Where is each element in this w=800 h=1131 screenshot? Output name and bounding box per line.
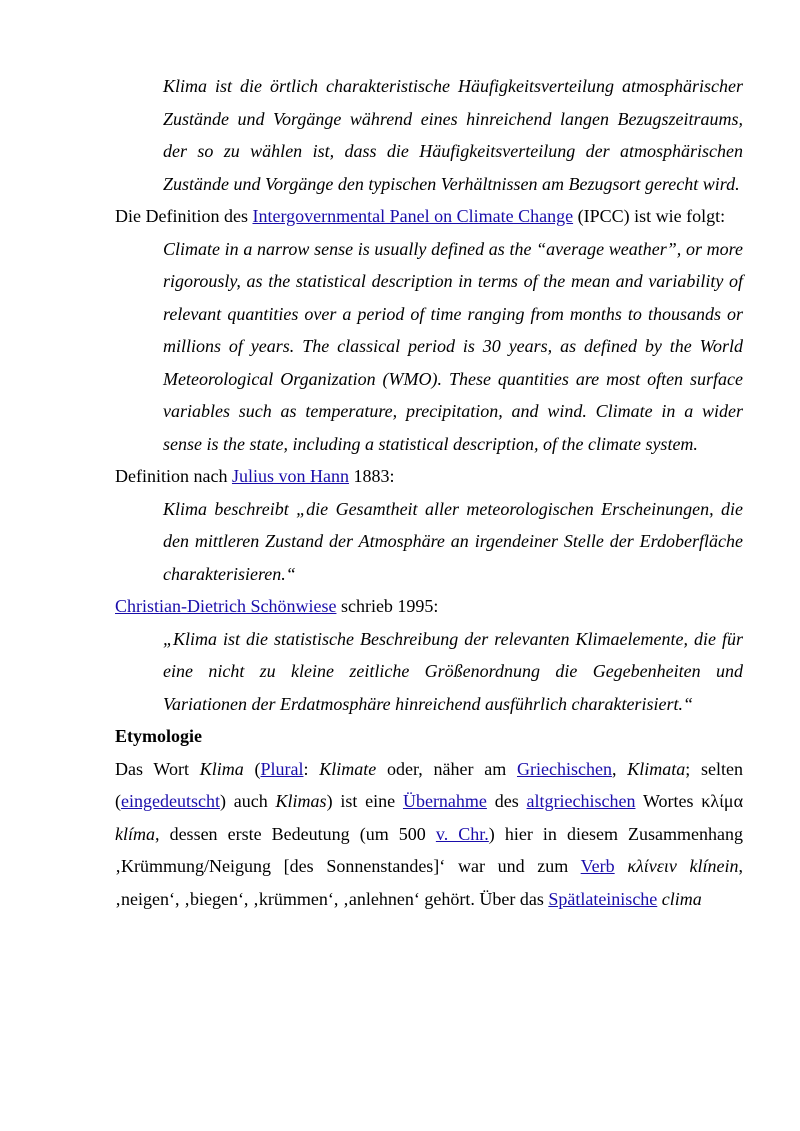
link-eingedeutscht[interactable]: eingedeutscht	[121, 791, 220, 811]
hann-text-after: 1883:	[348, 466, 395, 486]
link-schoenwiese[interactable]: Christian-Dietrich Schönwiese	[115, 596, 337, 616]
ety-text	[615, 856, 628, 876]
ety-italic: Klimas	[275, 791, 327, 811]
ety-italic: Klimata	[627, 758, 686, 779]
paragraph-schoenwiese-intro	[115, 590, 743, 623]
ety-text: ) hier in diesem Zusammenhang ‚Krümmung/Neigung [des Sonnenstandes]‘ war und zum	[115, 823, 744, 876]
ety-italic: κλίνειν klínein	[627, 856, 739, 876]
heading-etymologie: Etymologie	[115, 726, 202, 746]
paragraph-ipcc-intro	[115, 200, 743, 233]
quote-definition-klima: Klima ist die örtlich charakteristische Häufigkeitsverteilung atmosphärischer Zustände und Vorgänge während eines hinreichend langen Bezugszeitraums, der so zu wählen ist, dass die Häufigkeitsverteilung der atmosphärischen Zustände und Vorgänge den typischen Verhältnissen am Bezugsort gerecht wird.	[163, 76, 743, 194]
ety-text: ) auch	[219, 791, 276, 811]
ety-text: ; selten (	[115, 758, 743, 811]
ety-text: Wortes κλίμα	[635, 791, 743, 811]
hann-text-before: Definition nach	[115, 466, 232, 486]
quote-ipcc-definition: Climate in a narrow sense is usually defined as the “average weather”, or more rigorously, as the statistical description in terms of the mean and variability of relevant quantities over a period of time ranging from months to thousands or millions of years. The classical period is 30 years, as defined by the World Meteorological Organization (WMO). These quantities are most often surface variables such as temperature, precipitation, and wind. Climate in a wider sense is the state, including a statistical description, of the climate system.	[163, 238, 743, 454]
ety-text: (	[243, 758, 261, 779]
ety-italic: clima	[661, 888, 702, 909]
ety-text: , ‚neigen‘, ‚biegen‘, ‚krümmen‘, ‚anlehnen‘ gehört. Über das	[115, 856, 744, 909]
ety-text: oder, näher am	[376, 758, 517, 779]
link-v-chr[interactable]: v. Chr.	[435, 823, 489, 844]
ety-italic: Klimate	[319, 758, 377, 779]
ety-text: ,	[611, 758, 628, 779]
ety-text: , dessen erste Bedeutung (um 500	[155, 823, 436, 844]
link-griechischen[interactable]: Griechischen	[517, 758, 612, 779]
quote-schoenwiese-definition: „Klima ist die statistische Beschreibung der relevanten Klimaelemente, die für eine nicht zu kleine zeitliche Größenordnung die Gegebenheiten und Variationen der Erdatmosphäre hinreichend ausführlich charakterisiert.“	[163, 628, 743, 714]
ipcc-text-before: Die Definition des	[115, 206, 253, 226]
paragraph-hann-intro	[115, 460, 743, 493]
link-plural[interactable]: Plural	[260, 758, 304, 779]
document-page	[115, 70, 743, 915]
link-spaetlateinische[interactable]: Spätlateinische	[548, 888, 658, 909]
ety-italic: klíma	[115, 823, 155, 844]
link-uebernahme[interactable]: Übernahme	[402, 791, 487, 811]
link-altgriechischen[interactable]: altgriechischen	[526, 791, 636, 811]
schoenwiese-text-after: schrieb 1995:	[336, 596, 439, 616]
ety-italic: Klima	[199, 758, 244, 779]
ety-text: des	[486, 791, 527, 811]
ety-text: ) ist eine	[326, 791, 403, 811]
ety-text: Das Wort	[115, 758, 200, 779]
ipcc-text-after: (IPCC) ist wie folgt:	[573, 206, 726, 226]
link-verb[interactable]: Verb	[580, 856, 615, 876]
quote-hann-definition: Klima beschreibt „die Gesamtheit aller meteorologischen Erscheinungen, die den mittleren Zustand der Atmosphäre an irgendeiner Stelle der Erdoberfläche charakterisieren.“	[163, 498, 743, 584]
link-ipcc[interactable]: Intergovernmental Panel on Climate Change	[252, 206, 574, 226]
ety-text: :	[303, 758, 320, 779]
link-julius-von-hann[interactable]: Julius von Hann	[231, 466, 349, 486]
paragraph-etymologie	[115, 753, 743, 916]
